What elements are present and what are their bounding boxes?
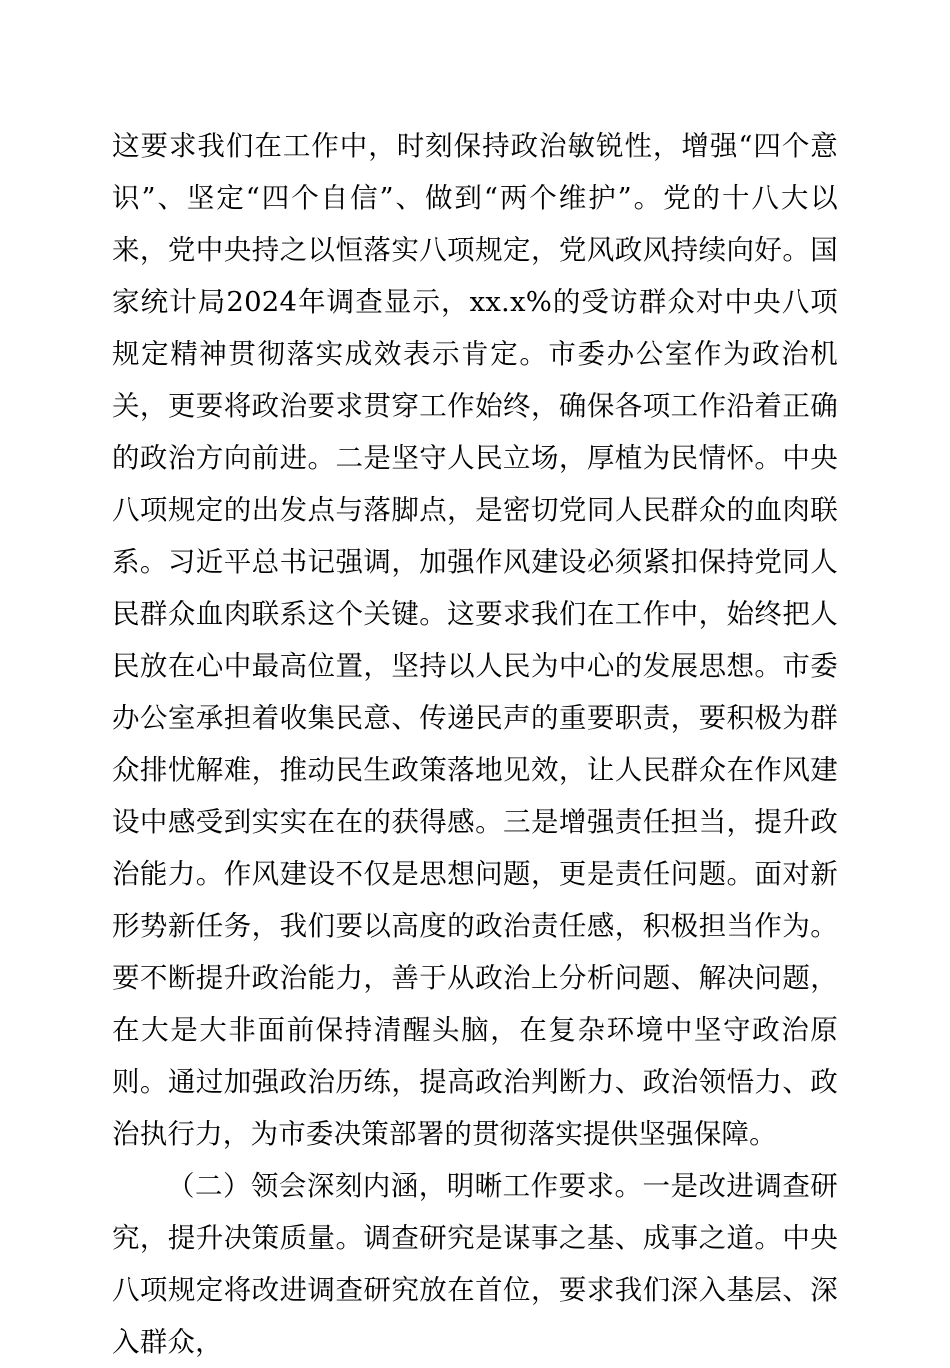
- paragraph: 这要求我们在工作中，时刻保持政治敏锐性，增强“四个意识”、坚定“四个自信”、做到“两个维护”。党的十八大以来，党中央持之以恒落实八项规定，党风政风持续向好。国家统计局2024年调查显示，xx.x%的受访群众对中央八项规定精神贯彻落实成效表示肯定。市委办公室作为政治机关，更要将政治要求贯穿工作始终，确保各项工作沿着正确的政治方向前进。二是坚守人民立场，厚植为民情怀。中央八项规定的出发点与落脚点，是密切党同人民群众的血肉联系。习近平总书记强调，加强作风建设必须紧扣保持党同人民群众血肉联系这个关键。这要求我们在工作中，始终把人民放在心中最高位置，坚持以人民为中心的发展思想。市委办公室承担着收集民意、传递民声的重要职责，要积极为群众排忧解难，推动民生政策落地见效，让人民群众在作风建设中感受到实实在在的获得感。三是增强责任担当，提升政治能力。作风建设不仅是思想问题，更是责任问题。面对新形势新任务，我们要以高度的政治责任感，积极担当作为。要不断提升政治能力，善于从政治上分析问题、解决问题，在大是大非面前保持清醒头脑，在复杂环境中坚守政治原则。通过加强政治历练，提高政治判断力、政治领悟力、政治执行力，为市委决策部署的贯彻落实提供坚强保障。: [112, 130, 838, 1150]
- document-body: [112, 120, 838, 1368]
- paragraph: （二）领会深刻内涵，明晰工作要求。一是改进调查研究，提升决策质量。调查研究是谋事之基、成事之道。中央八项规定将改进调查研究放在首位，要求我们深入基层、深入群众，: [112, 1170, 838, 1358]
